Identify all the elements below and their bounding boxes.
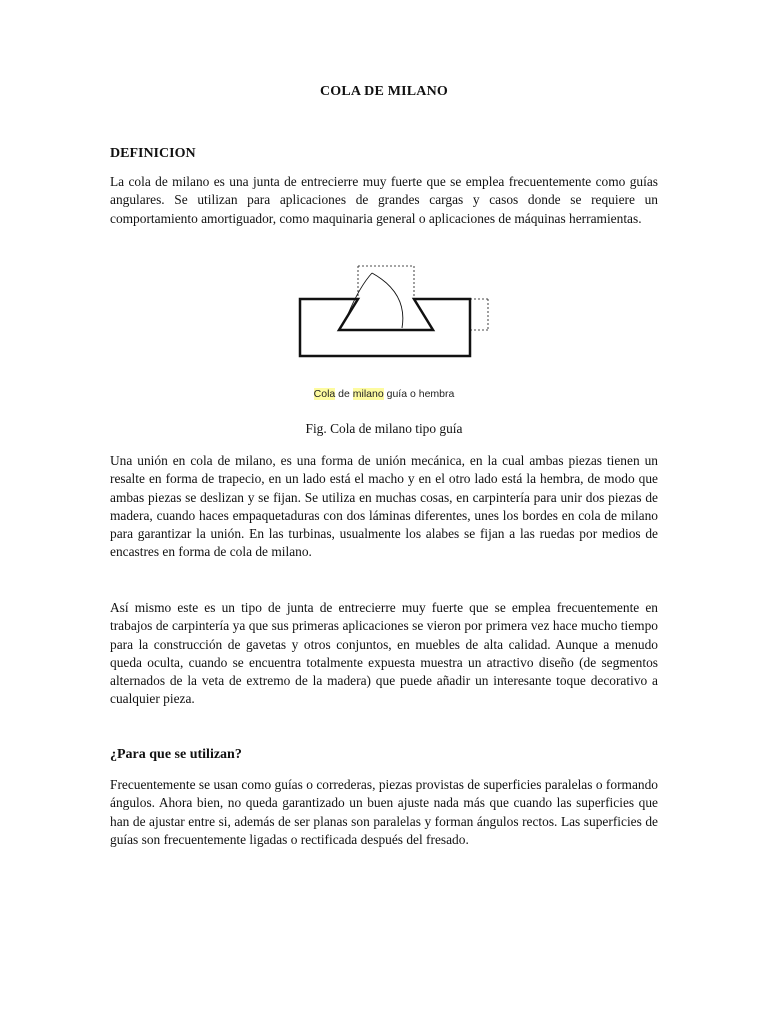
dovetail-figure — [290, 258, 500, 368]
caption-end: guía o hembra — [383, 388, 455, 400]
paragraph-carpinteria: Así mismo este es un tipo de junta de entrecierre muy fuerte que se emplea frecuentemente en trabajos de carpintería ya que sus primeras aplicaciones se vieron por primera vez hace mucho tiempo para la construcción de gavetas y otros conjuntos, en muebles de alta calidad. Aunque a menudo queda oculta, cuando se encuentra totalmente expuesta muestra un atractivo diseño (de segmentos alternados de la veta de extremo de la madera) que puede añadir un interesante toque decorativo a cualquier pieza. — [110, 600, 658, 707]
paragraph-union: Una unión en cola de milano, es una forma de unión mecánica, en la cual ambas piezas tienen un resalte en forma de trapecio, en un lado está el macho y en el otro lado está la hembra, de modo que ambas piezas se deslizan y se fijan. Se utiliza en muchas cosas, en carpintería para unir dos piezas de madera, cuando haces empaquetaduras con dos láminas diferentes, unes los bordes en cola de milano para garantizar la unión. En las turbinas, usualmente los alabes se fijan a las ruedas por medios de encastres en forma de cola de milano. — [110, 453, 658, 560]
definicion-heading: DEFINICION — [110, 146, 196, 161]
caption-highlight-cola: Cola — [313, 388, 336, 400]
dovetail-body — [300, 299, 470, 356]
angle-arc — [372, 273, 403, 328]
caption-de: de — [335, 388, 353, 400]
figure-caption: Fig. Cola de milano tipo guía — [305, 421, 463, 436]
definicion-paragraph: La cola de milano es una junta de entrecierre muy fuerte que se emplea frecuentemente como guías angulares. Se utilizan para aplicaciones de grandes cargas y casos donde se requiere un comportamiento amortiguador, como maquinaria general o aplicaciones de máquinas herramientas. — [110, 174, 658, 226]
uso-heading: ¿Para que se utilizan? — [110, 747, 242, 762]
uso-paragraph: Frecuentemente se usan como guías o correderas, piezas provistas de superficies paralelas o formando ángulos. Ahora bien, no queda garantizado un buen ajuste nada más que cuando las superficies que han de ajustar entre si, además de ser planas son paralelas y forman ángulos rectos. Las superficies de guías son frecuentemente ligadas o rectificada después del fresado. — [110, 777, 658, 847]
caption-highlight-milano: milano — [352, 388, 384, 400]
figure-inner-caption — [0, 388, 768, 400]
document-title: COLA DE MILANO — [319, 84, 449, 99]
